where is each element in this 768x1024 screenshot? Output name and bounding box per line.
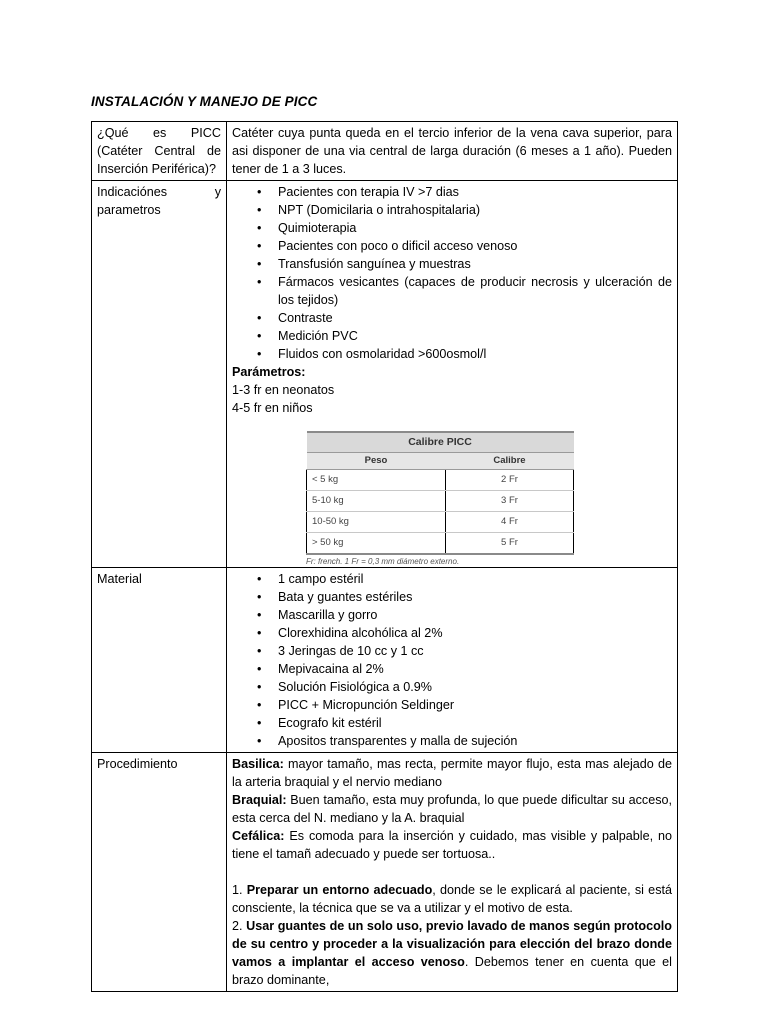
table-row [92,568,678,753]
list-item: • Pacientes con poco o dificil acceso venoso [278,237,672,255]
calibre-peso: 5-10 kg [307,491,446,512]
calibre-peso: 10-50 kg [307,512,446,533]
step-number: 2. [232,919,247,933]
step1-bold: Preparar un entorno adecuado [246,883,433,897]
picc-table [91,121,678,992]
list-item: • Fluidos con osmolaridad >600osmol/l [278,345,672,363]
param-line: 1-3 fr en neonatos [232,383,335,397]
list-item: • Clorexhidina alcohólica al 2% [278,624,672,642]
list-item: • PICC + Micropunción Seldinger [278,696,672,714]
list-item: • Apositos transparentes y malla de sujeción [278,732,672,750]
table-row [307,512,574,533]
cefalica-text: Es comoda para la inserción y cuidado, mas visible y palpable, no tiene el tamañ adecuado y puede ser tortuosa.. [232,829,672,861]
row-label-procedimiento: Procedimiento [92,753,227,992]
calibre-value: 3 Fr [445,491,573,512]
braquial-label: Braquial: [232,793,287,807]
braquial-text: Buen tamaño, esta muy profunda, lo que puede dificultar su acceso, esta cerca del N. mediano y la A. braquial [232,793,672,825]
list-item: • Bata y guantes estériles [278,588,672,606]
calibre-value: 5 Fr [445,533,573,555]
row-text-que-es: Catéter cuya punta queda en el tercio inferior de la vena cava superior, para asi disponer de una via central de larga duración (6 meses a 1 año). Pueden tener de 1 a 3 luces. [227,122,678,181]
calibre-picc-figure [306,431,574,567]
list-item: • Contraste [278,309,672,327]
row-label-material: Material [92,568,227,753]
calibre-caption: Calibre PICC [307,432,574,453]
indicaciones-list [232,183,672,363]
step1-text: , donde se le explicará al paciente, si está consciente, la técnica que se va a utilizar y el motivo de esta. [232,883,672,915]
list-item: • 1 campo estéril [278,570,672,588]
step-number: 1. [232,883,247,897]
cefalica-label: Cefálica: [232,829,285,843]
calibre-peso: > 50 kg [307,533,446,555]
row-content-procedimiento [227,753,678,992]
table-row [307,533,574,555]
row-label-indicaciones: Indicaciónes y parametros [92,181,227,568]
page-title: INSTALACIÓN Y MANEJO DE PICC [91,94,318,109]
material-list [232,570,672,750]
calibre-peso: < 5 kg [307,470,446,491]
param-line: 4-5 fr en niños [232,401,313,415]
list-item: • Transfusión sanguínea y muestras [278,255,672,273]
list-item: • Mascarilla y gorro [278,606,672,624]
table-row [307,470,574,491]
list-item: • Solución Fisiológica a 0.9% [278,678,672,696]
parametros-heading: Parámetros: [232,365,306,379]
row-content-material [227,568,678,753]
basilica-label: Basilica: [232,757,284,771]
step2-bold: Usar guantes de un solo uso, previo lavado de manos según protocolo de su centro y proceder a la visualización para elección del brazo donde vamos a implantar el acceso venoso [232,919,672,969]
calibre-note: Fr: french. 1 Fr = 0,3 mm diámetro externo. [306,557,460,566]
calibre-header-calibre: Calibre [445,453,573,470]
list-item: • Fármacos vesicantes (capaces de producir necrosis y ulceración de los tejidos) [278,273,672,309]
calibre-table [306,431,574,555]
list-item: • Quimioterapia [278,219,672,237]
list-item: • 3 Jeringas de 10 cc y 1 cc [278,642,672,660]
calibre-header-peso: Peso [307,453,446,470]
step2-text: . Debemos tener en cuenta que el brazo dominante, [232,955,672,987]
row-content-indicaciones [227,181,678,568]
table-row [92,753,678,992]
basilica-text: mayor tamaño, mas recta, permite mayor flujo, esta mas alejado de la arteria braquial y el nervio mediano [232,757,672,789]
table-row [92,122,678,181]
calibre-value: 4 Fr [445,512,573,533]
table-row [307,491,574,512]
list-item: • Mepivacaina al 2% [278,660,672,678]
list-item: • Pacientes con terapia IV >7 dias [278,183,672,201]
table-row [92,181,678,568]
list-item: • Medición PVC [278,327,672,345]
list-item: • Ecografo kit estéril [278,714,672,732]
calibre-value: 2 Fr [445,470,573,491]
list-item: • NPT (Domicilaria o intrahospitalaria) [278,201,672,219]
row-label-que-es: ¿Qué es PICC (Catéter Central de Inserción Periférica)? [92,122,227,181]
